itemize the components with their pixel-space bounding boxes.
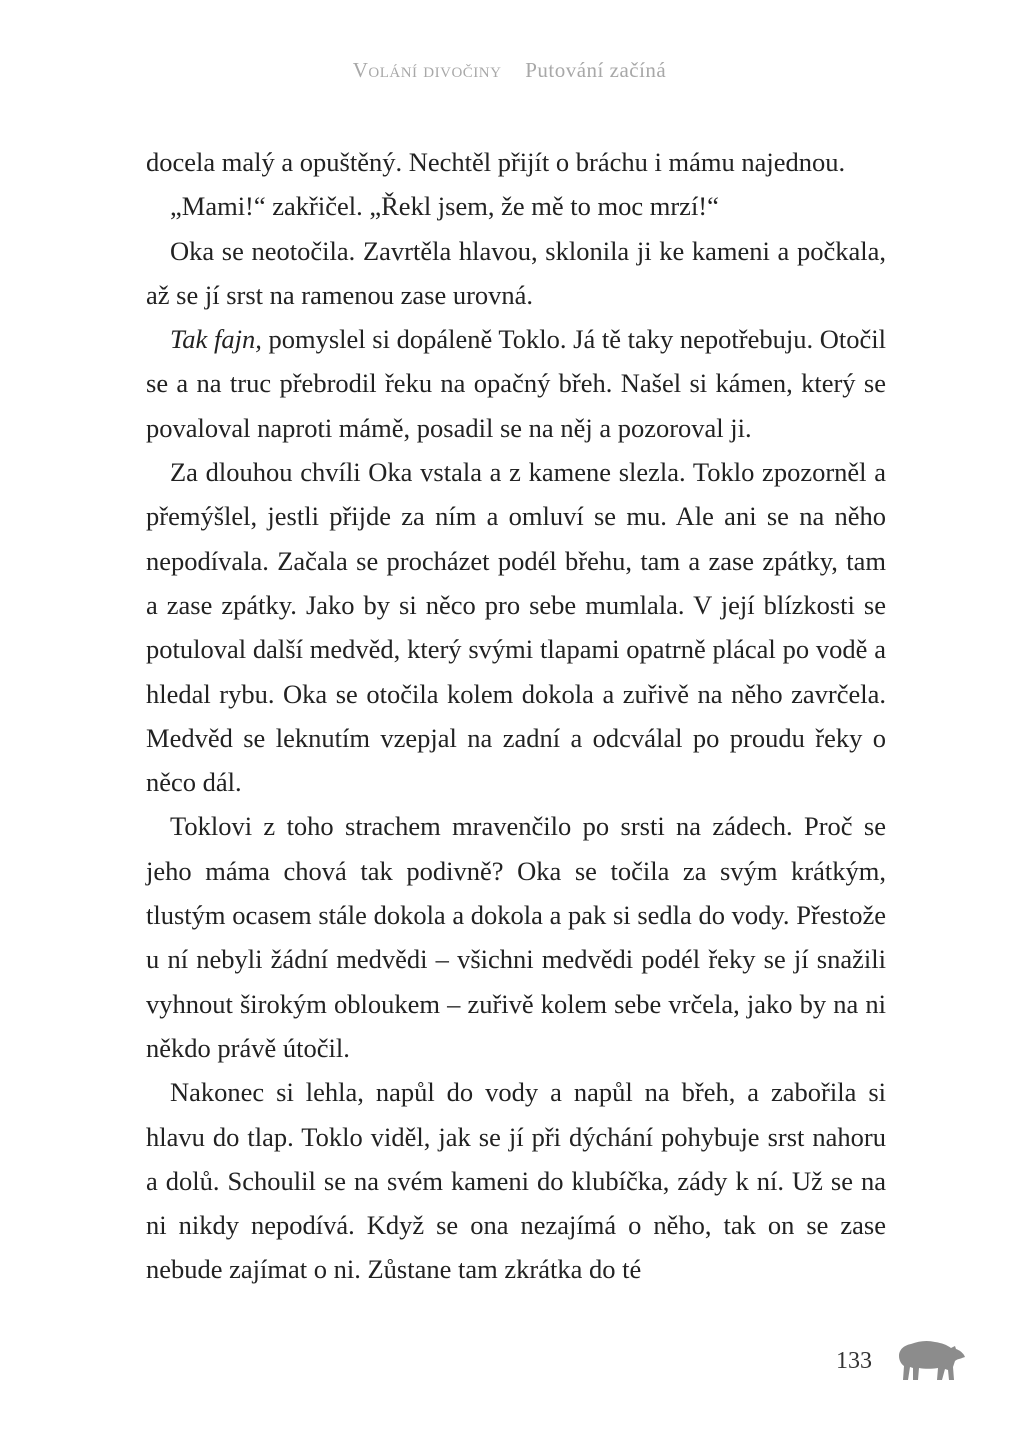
bear-silhouette-shape: [899, 1341, 965, 1380]
paragraph: [146, 317, 886, 450]
book-title: Volání divočiny: [352, 58, 502, 82]
page-number: 133: [836, 1348, 872, 1374]
chapter-title: Putování začíná: [525, 58, 667, 82]
italic-phrase: Tak fajn,: [170, 324, 262, 355]
paragraph: Nakonec si lehla, napůl do vody a napůl na břeh, a zabořila si hlavu do tlap. Toklo viděl, jak se jí při dýchání pohybuje srst nahoru a dolů. Schoulil se na svém kameni do klubíčka, zády k ní. Už se na ni nikdy nepodívá. Když se ona nezajímá o něho, tak on se zase nebude zajímat o ni. Zůstane tam zkrátka do té: [146, 1077, 886, 1285]
paragraph: Oka se neotočila. Zavrtěla hlavou, sklonila ji ke kameni a počkala, až se jí srst na ramenou zase urovná.: [146, 235, 886, 310]
paragraph: docela malý a opuštěný. Nechtěl přijít o bráchu i mámu najednou.: [146, 147, 846, 177]
body-text: [146, 140, 886, 1292]
page-footer: [0, 1336, 1019, 1396]
paragraph-text: pomyslel si dopáleně Toklo. Já tě taky nepotřebuju. Otočil se a na truc přebrodil řeku na opačný břeh. Našel si kámen, který se povaloval naproti mámě, posadil se na něj a pozoroval ji.: [146, 324, 887, 443]
bear-silhouette-icon: [893, 1336, 967, 1384]
running-header: [0, 58, 1019, 83]
paragraph: „Mami!“ zakřičel. „Řekl jsem, že mě to moc mrzí!“: [170, 191, 719, 222]
paragraph: Toklovi z toho strachem mravenčilo po srsti na zádech. Proč se jeho máma chová tak podivně? Oka se točila za svým krátkým, tlustým ocasem stále dokola a dokola a pak si sedla do vody. Přestože u ní nebyli žádní medvědi – všichni medvědi podél řeky se jí snažili vyhnout širokým obloukem – zuřivě kolem sebe vrčela, jako by na ni někdo právě útočil.: [146, 811, 886, 1063]
paragraph: Za dlouhou chvíli Oka vstala a z kamene slezla. Toklo zpozorněl a přemýšlel, jestli přijde za ním a omluví se mu. Ale ani se na něho nepodívala. Začala se procházet podél břehu, tam a zase zpátky, tam a zase zpátky. Jako by si něco pro sebe mumlala. V její blízkosti se potuloval další medvěd, který svými tlapami opatrně plácal po vodě a hledal rybu. Oka se otočila kolem dokola a zuřivě na něho zavrčela. Medvěd se leknutím vzepjal na zadní a odcválal po proudu řeky o něco dál.: [146, 457, 886, 798]
